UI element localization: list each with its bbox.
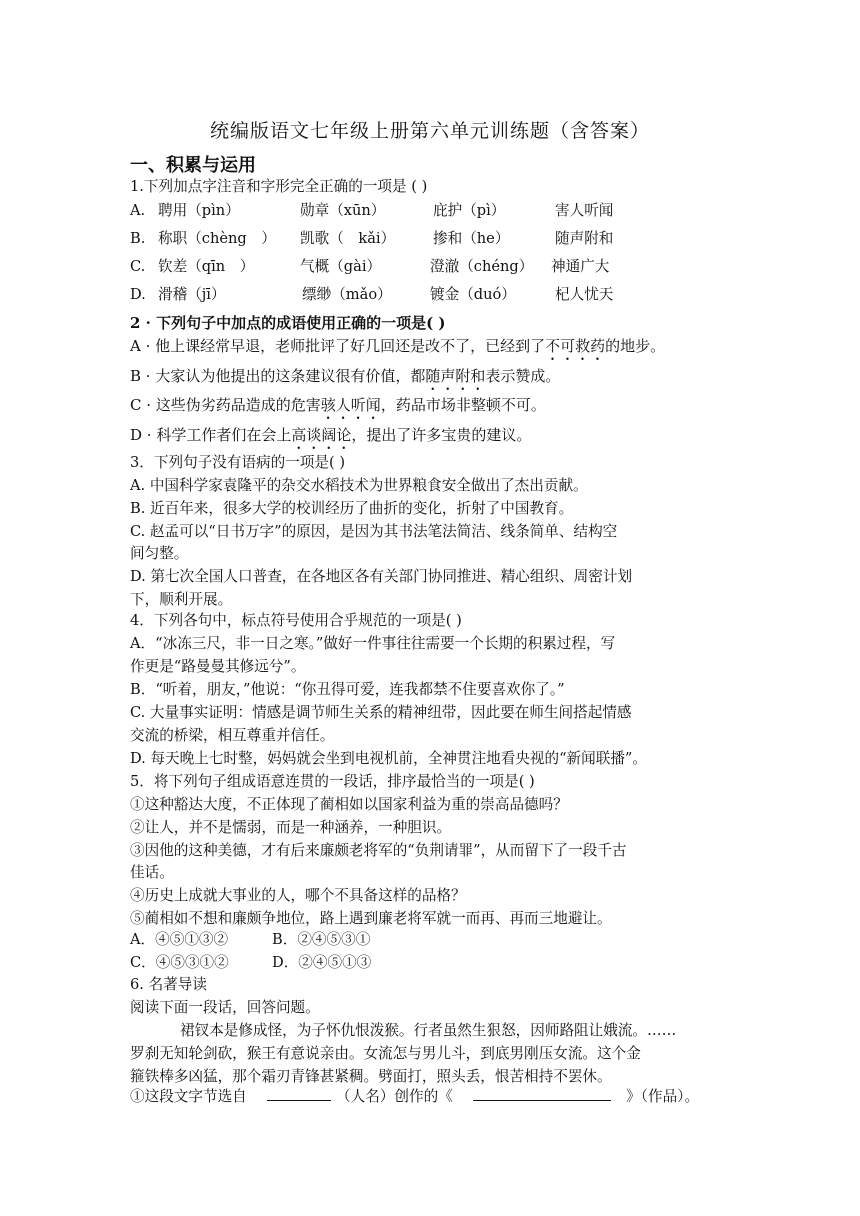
q1-c-word3: 澄澈（chéng） [430,258,534,275]
q4-option-a-line2: 作更是“路曼曼其修远兮”。 [130,658,306,675]
q2-option-c [130,394,546,423]
q5-option-a: A．④⑤①③② [130,931,229,948]
q2-option-a [130,335,665,364]
q1-c-word2: 气概（gài） [300,258,382,275]
q1-d-label: D. [130,286,146,303]
q1-c-word4: 神通广大 [551,258,610,275]
q5-option-c: C．④⑤③①② [130,954,229,971]
q2-option-d [130,424,531,453]
q1-a-word4: 害人听闻 [555,202,614,219]
q5-stem: 5．将下列句子组成语意连贯的一段话，排序最恰当的一项是( ) [130,773,535,790]
q4-option-c-line2: 交流的桥梁，相互尊重并信任。 [130,727,335,744]
document-title: 统编版语文七年级上册第六单元训练题（含答案） [209,120,650,142]
q2-b-idiom: 随声附和 [425,367,486,385]
q1-b-label: B. [130,230,146,247]
q1-c-label: C. [130,258,146,275]
q1-option-c [130,256,730,278]
q2-a-post: 的地步。 [605,337,666,355]
q1-a-word3: 庇护（pì） [433,202,506,219]
q1-b-word2: 凯歌（ kǎi） [300,230,396,247]
q1-a-word1: 聘用（pìn） [158,202,240,219]
q6-sub1-prefix: ①这段文字节选自 [130,1088,247,1105]
q2-b-post: 表示赞成。 [485,367,561,385]
q5-sentence-3-line2: 佳话。 [130,864,174,881]
section-heading: 一、积累与运用 [130,155,256,176]
q2-d-post: ，提出了许多宝贵的建议。 [351,426,532,444]
q1-stem: 1.下列加点字注音和字形完全正确的一项是 ( ) [130,178,428,195]
q5-sentence-1: ①这种豁达大度，不正体现了蔺相如以国家利益为重的崇高品德吗？ [130,796,568,813]
q1-a-word2: 勋章（xūn） [300,202,386,219]
q2-d-idiom: 高谈阔论 [291,426,352,444]
q2-c-idiom: 骇人听闻 [320,396,381,414]
q4-option-c-line1: C. 大量事实证明：情感是调节师生关系的精神纽带，因此要在师生间搭起情感 [130,704,632,721]
q1-option-d [130,284,730,306]
q1-b-word3: 掺和（he） [433,230,510,247]
q6-subquestion-1 [130,1086,699,1108]
q6-sub1-middle: （人名）创作的《 [336,1088,453,1105]
q6-sub1-suffix: 》（作品）。 [626,1088,700,1105]
q1-b-word1: 称职（chèng ） [158,230,276,247]
q2-a-pre: A · 他上课经常早退，老师批评了好几回还是改不了，已经到了 [130,337,546,355]
q5-sentence-3-line1: ③因他的这种美德，才有后来廉颇老将军的“负荆请罪”，从而留下了一段千古 [130,842,627,859]
q6-intro: 阅读下面一段话，回答问题。 [130,999,320,1016]
q4-stem: 4．下列各句中，标点符号使用合乎规范的一项是( ) [130,612,462,629]
q6-stem: 6. 名著导读 [130,976,207,993]
q6-passage-line3: 箍铁棒多凶猛，那个霜刃青锋甚紧稠。劈面打，照头丢，恨苦相持不罢休。 [130,1068,612,1085]
q1-d-word4: 杞人忧天 [555,286,614,303]
q3-option-a: A. 中国科学家袁隆平的杂交水稻技术为世界粮食安全做出了杰出贡献。 [130,477,588,494]
q1-c-word1: 钦差（qīn ） [158,258,255,275]
q3-option-b: B. 近百年来，很多大学的校训经历了曲折的变化，折射了中国教育。 [130,500,574,517]
q4-option-a-line1: A．“冰冻三尺，非一日之寒。”做好一件事往往需要一个长期的积累过程，写 [130,635,616,652]
q5-options-row2 [130,952,530,974]
q4-option-d: D. 每天晚上七时整，妈妈就会坐到电视机前，全神贯注地看央视的“新闻联播”。 [130,750,647,767]
q5-options-row1 [130,929,530,951]
q3-option-d-line1: D. 第七次全国人口普查，在各地区各有关部门协同推进、精心组织、周密计划 [130,568,633,585]
q5-sentence-2: ②让人，并不是懦弱，而是一种涵养，一种胆识。 [130,819,452,836]
q1-b-word4: 随声附和 [555,230,614,247]
q1-d-word3: 镀金（duó） [430,286,516,303]
q3-option-d-line2: 下，顺利开展。 [130,591,233,608]
q1-d-word2: 缥缈（mǎo） [302,286,392,303]
q2-a-idiom: 不可救药 [545,337,606,355]
q6-passage-line1: 裙钗本是修成怪，为子怀仇恨泼猴。行者虽然生狠怒，因师路阻让娥流。…… [180,1022,677,1039]
q3-stem: 3．下列句子没有语病的一项是( ) [130,454,346,471]
q2-option-b [130,365,560,394]
q2-c-post: ，药品市场非整顿不可。 [380,396,546,414]
q5-option-d: D．②④⑤①③ [272,954,372,971]
q1-d-word1: 滑稽（jī） [158,286,226,303]
q1-a-label: A. [130,202,146,219]
q1-option-b [130,228,730,250]
q5-option-b: B．②④⑤③① [272,931,371,948]
q2-stem: 2 · 下列句子中加点的成语使用正确的一项是( ) [130,314,446,332]
q4-option-b: B．“听着，朋友，”他说：“你丑得可爱，连我都禁不住要喜欢你了。” [130,681,565,698]
q2-b-pre: B · 大家认为他提出的这条建议很有价值，都 [130,367,426,385]
q5-sentence-5: ⑤蔺相如不想和廉颇争地位，路上遇到廉老将军就一而再、再而三地避让。 [130,910,612,927]
q2-d-pre: D · 科学工作者们在会上 [130,426,292,444]
q5-sentence-4: ④历史上成就大事业的人，哪个不具备这样的品格？ [130,887,466,904]
q6-passage-line2: 罗刹无知轮剑砍，猴王有意说亲由。女流怎与男儿斗，到底男刚压女流。这个金 [130,1045,641,1062]
author-blank[interactable] [267,1086,331,1101]
q3-option-c-line2: 间匀整。 [130,545,189,562]
q1-option-a [130,200,730,222]
q2-c-pre: C · 这些伪劣药品造成的危害 [130,396,321,414]
work-title-blank[interactable] [473,1086,611,1101]
q3-option-c-line1: C. 赵孟可以“日书万字”的原因，是因为其书法笔法简洁、线条简单、结构空 [130,523,618,540]
